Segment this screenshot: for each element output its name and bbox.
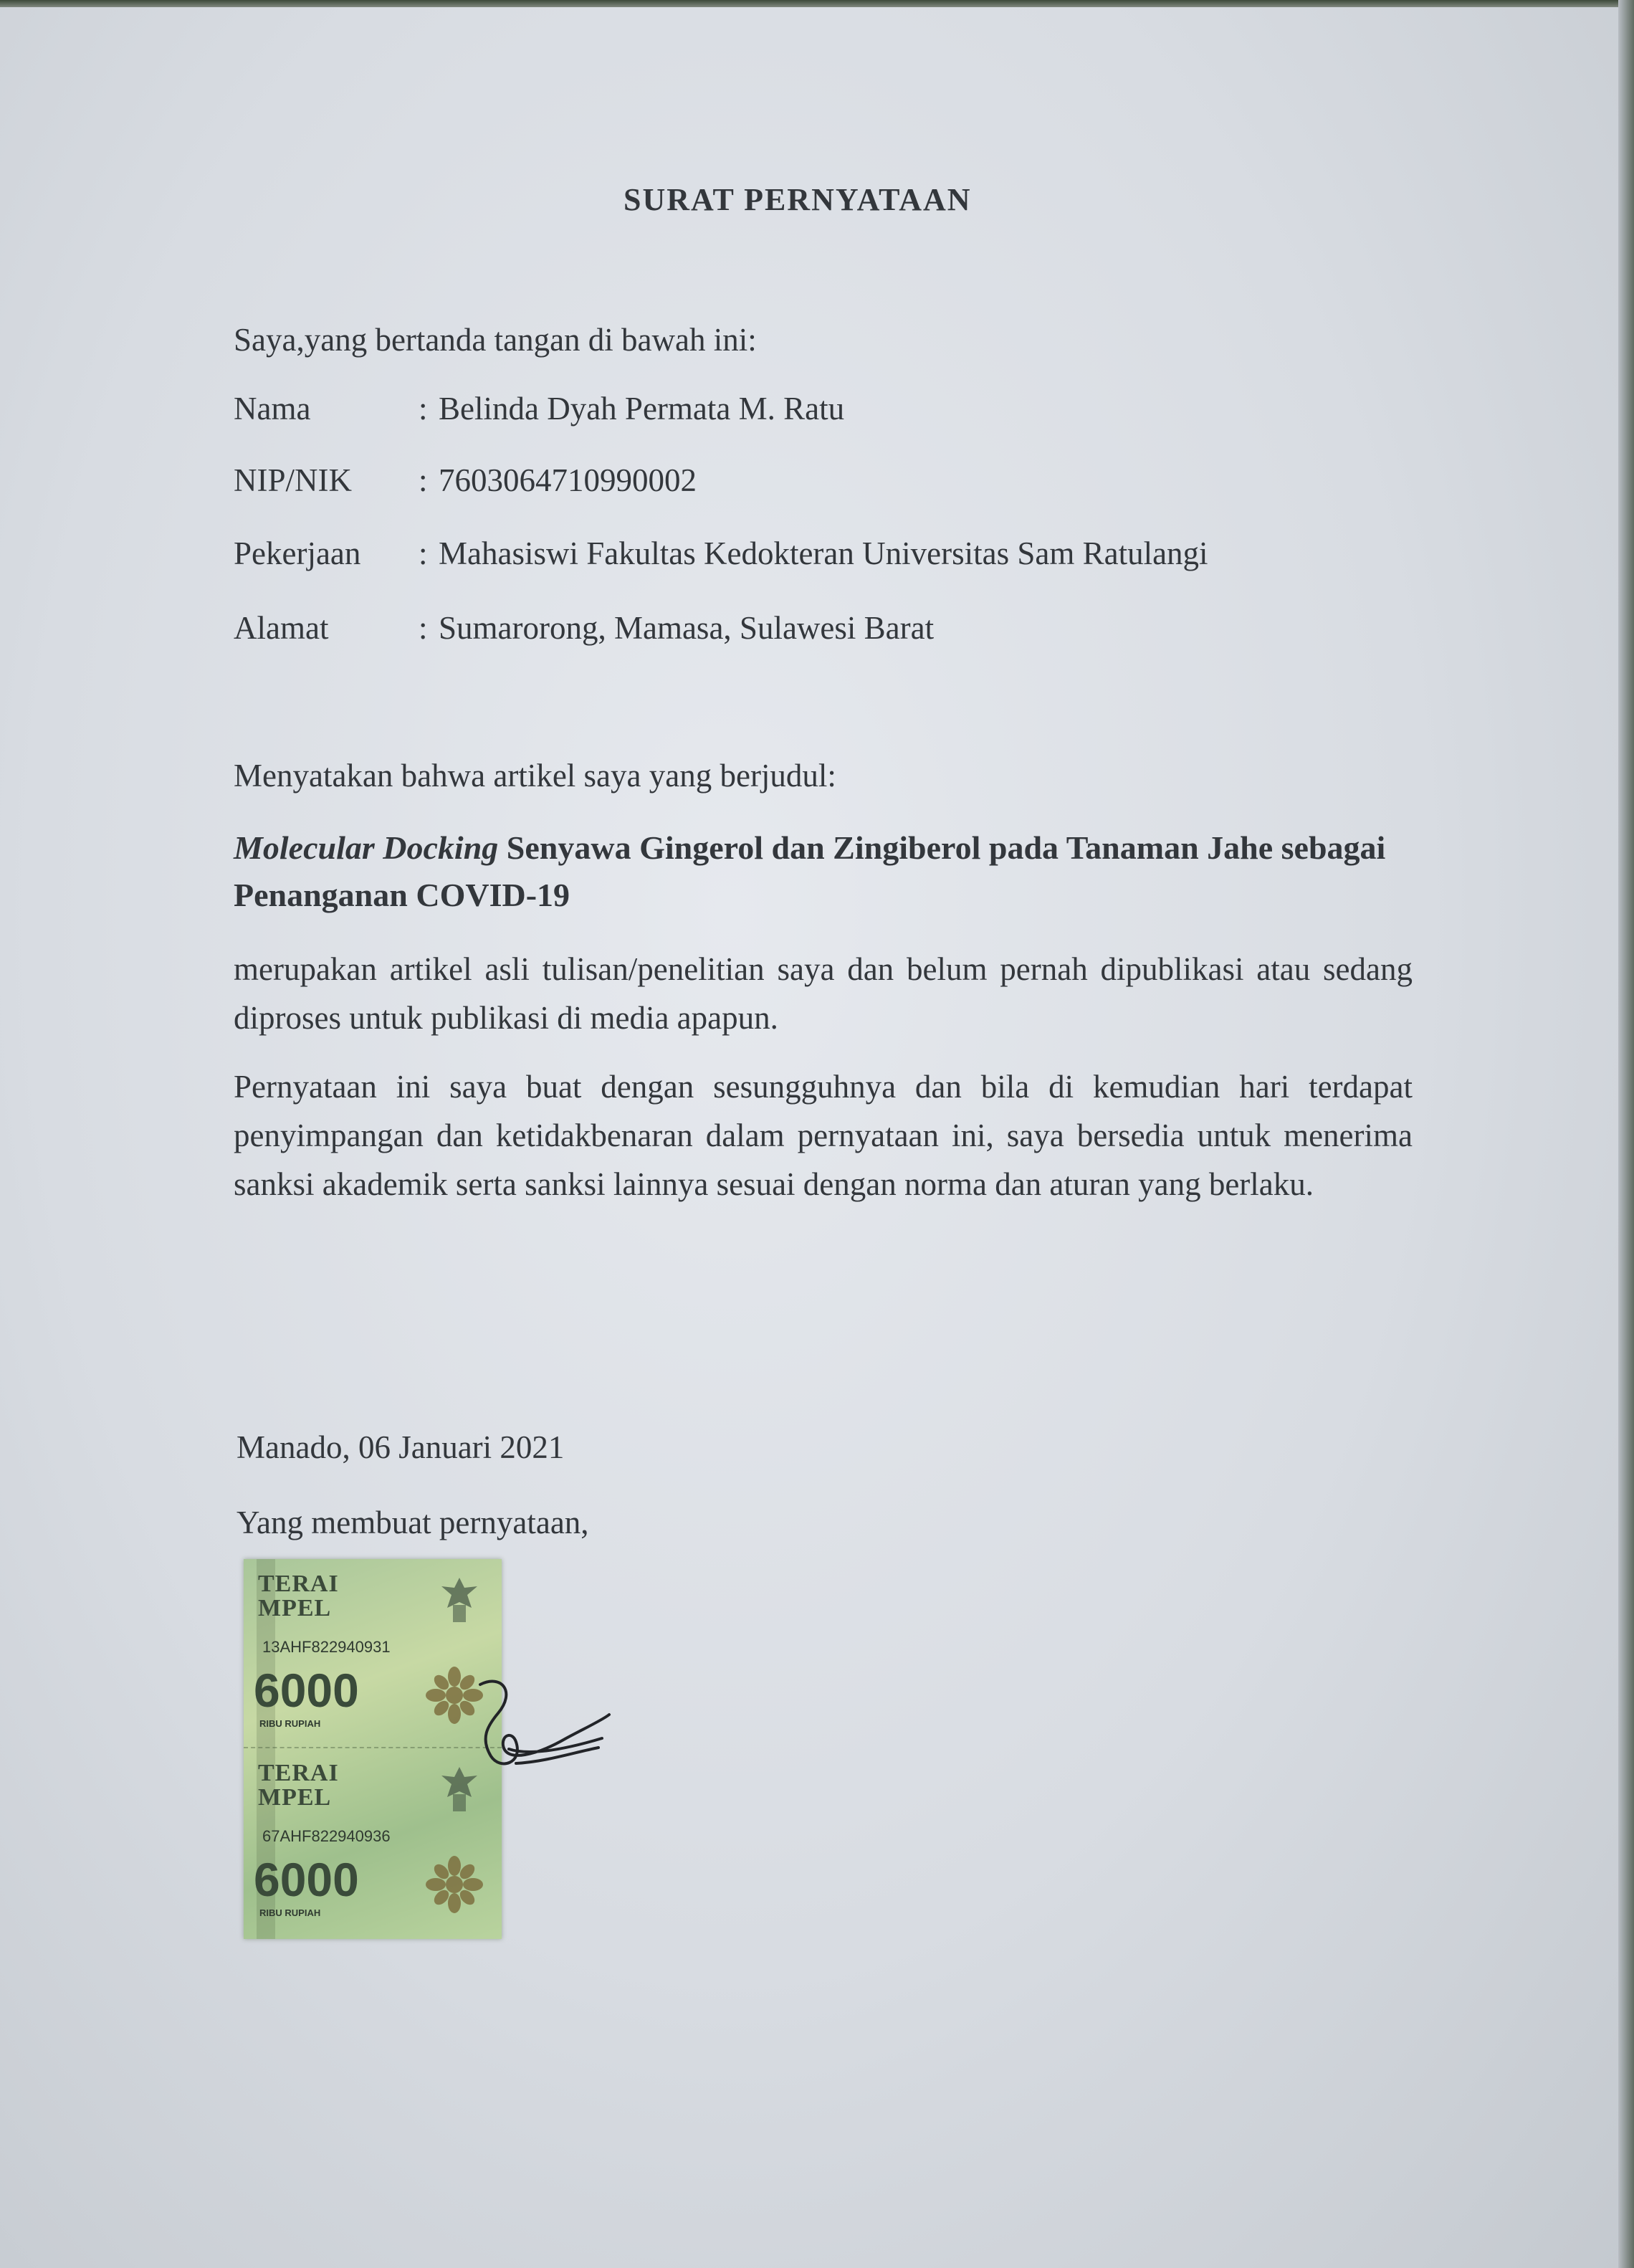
maker-line: Yang membuat pernyataan, xyxy=(236,1505,589,1540)
stamp-serial: 13AHF822940931 xyxy=(262,1638,391,1656)
field-label: NIP/NIK xyxy=(234,462,352,498)
stamp-serial: 67AHF822940936 xyxy=(262,1827,391,1845)
signature xyxy=(459,1670,616,1792)
field-value: Sumarorong, Mamasa, Sulawesi Barat xyxy=(439,610,935,646)
garuda-emblem-icon xyxy=(434,1573,484,1631)
field-value: Belinda Dyah Permata M. Ratu xyxy=(439,391,845,427)
background-right-edge xyxy=(1618,0,1634,2268)
article-title-rest: Senyawa Gingerol dan Zingiberol pada Tanaman Jahe sebagai Penanganan COVID-19 xyxy=(234,829,1386,913)
article-title xyxy=(234,824,1438,919)
stamp-word-1: TERAI xyxy=(258,1760,339,1786)
field-colon: : xyxy=(419,462,428,498)
field-label: Pekerjaan xyxy=(234,535,361,571)
field-nip-nik xyxy=(234,459,1452,502)
flower-seal-icon xyxy=(426,1856,483,1913)
field-alamat xyxy=(234,606,1452,649)
place-date: Manado, 06 Januari 2021 xyxy=(236,1429,565,1465)
stamp-word-1: TERAI xyxy=(258,1571,339,1597)
stamp-word-2: MPEL xyxy=(258,1595,332,1621)
stamp-amount: 6000 xyxy=(254,1664,359,1717)
field-pekerjaan xyxy=(234,532,1452,575)
field-nama xyxy=(234,387,1452,430)
paragraph-originality: merupakan artikel asli tulisan/penelitian saya dan belum pernah dipublikasi atau sedang diproses untuk publikasi di media apapun. xyxy=(234,951,1413,1036)
field-label: Nama xyxy=(234,391,311,427)
field-value: 7603064710990002 xyxy=(439,462,697,498)
intro-line: Saya,yang bertanda tangan di bawah ini: xyxy=(234,322,757,358)
document-title: SURAT PERNYATAAN xyxy=(624,182,972,217)
article-title-italic: Molecular Docking xyxy=(234,829,499,866)
stamp-amount: 6000 xyxy=(254,1853,359,1906)
paragraph-declaration: Pernyataan ini saya buat dengan sesungguhnya dan bila di kemudian hari terdapat penyimpangan dan ketidakbenaran dalam pernyataan ini, saya bersedia untuk menerima sanksi akademik serta sanksi lainnya sesuai dengan norma dan aturan yang berlaku. xyxy=(234,1069,1413,1202)
field-colon: : xyxy=(419,391,428,427)
field-colon: : xyxy=(419,610,428,646)
field-value: Mahasiswi Fakultas Kedokteran Universitas Sam Ratulangi xyxy=(439,535,1208,571)
stamp-sub: RIBU RUPIAH xyxy=(259,1718,321,1729)
field-colon: : xyxy=(419,535,428,571)
stamp-word-2: MPEL xyxy=(258,1784,332,1811)
statement-line: Menyatakan bahwa artikel saya yang berjudul: xyxy=(234,758,836,794)
stamp-sub: RIBU RUPIAH xyxy=(259,1907,321,1918)
field-label: Alamat xyxy=(234,610,329,646)
